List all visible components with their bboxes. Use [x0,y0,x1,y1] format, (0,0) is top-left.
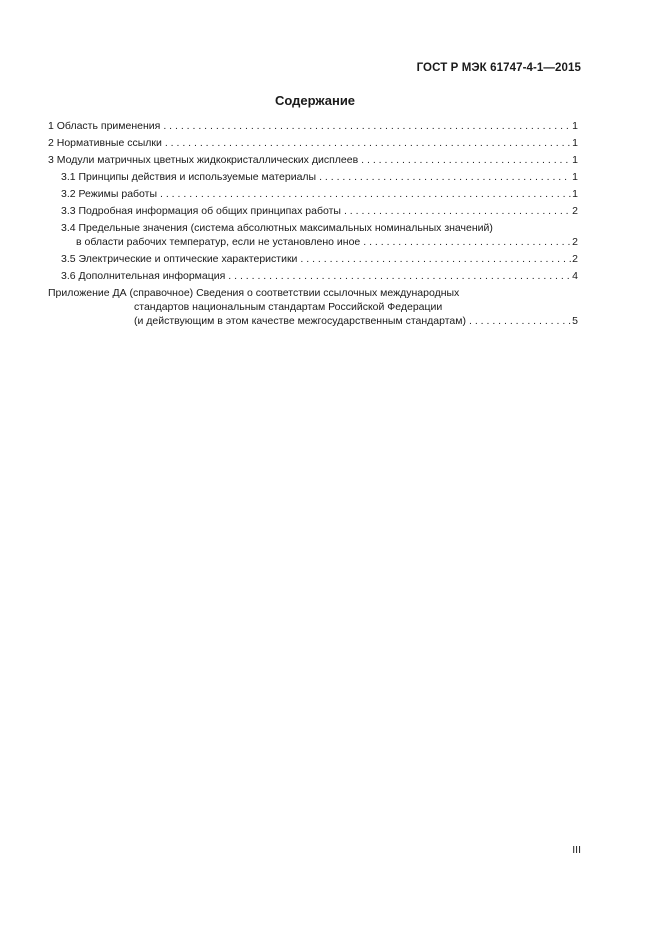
toc-entry-3[interactable] [48,153,578,167]
leader-dots [165,136,571,150]
leader-dots [469,314,571,328]
toc-entry-page: 4 [572,270,578,282]
leader-dots [160,187,571,201]
toc-entry-text: 1 Область применения [48,120,161,132]
document-code: ГОСТ Р МЭК 61747-4-1—2015 [416,62,581,74]
toc-entry-page: 1 [572,120,578,132]
toc-entry-text: 3.1 Принципы действия и используемые материалы [61,171,317,183]
toc-entry-1[interactable] [48,119,578,133]
toc-entry-3-4[interactable] [48,221,578,249]
toc-entry-text: 3.6 Дополнительная информация [61,270,226,282]
leader-dots [163,119,571,133]
toc-entry-page: 1 [572,154,578,166]
toc-entry-text-continued: в области рабочих температур, если не установлено иное [76,236,361,248]
toc-entry-text: 3.5 Электрические и оптические характеристики [61,253,298,265]
toc-entry-page: 2 [572,205,578,217]
toc-entry-text-continued: стандартов национальным стандартам Российской Федерации [134,301,443,313]
toc-entry-page: 1 [572,188,578,200]
toc-entry-text: Приложение ДА (справочное) Сведения о соответствии ссылочных международных [48,287,460,299]
leader-dots [344,204,571,218]
toc-entry-3-1[interactable] [48,170,578,184]
page-number: III [572,844,581,856]
leader-dots [361,153,571,167]
toc-entry-text: 3 Модули матричных цветных жидкокристаллических дисплеев [48,154,359,166]
toc-entry-text: 2 Нормативные ссылки [48,137,162,149]
toc-entry-page: 2 [572,236,578,248]
leader-dots [319,170,571,184]
leader-dots [363,235,571,249]
toc-entry-text: 3.3 Подробная информация об общих принципах работы [61,205,341,217]
toc-entry-page: 5 [572,315,578,327]
toc-entry-3-6[interactable] [48,269,578,283]
toc-entry-3-3[interactable] [48,204,578,218]
toc-entry-text: 3.4 Предельные значения (система абсолютных максимальных номинальных значений) [61,222,493,234]
toc-entry-page: 1 [572,171,578,183]
table-of-contents [48,119,578,331]
toc-entry-2[interactable] [48,136,578,150]
toc-entry-3-2[interactable] [48,187,578,201]
toc-entry-3-5[interactable] [48,252,578,266]
toc-entry-page: 1 [572,137,578,149]
toc-entry-text-continued: (и действующим в этом качестве межгосударственным стандартам) [134,315,466,327]
toc-entry-text: 3.2 Режимы работы [61,188,158,200]
toc-entry-appendix-da[interactable] [48,286,578,328]
leader-dots [300,252,571,266]
leader-dots [228,269,571,283]
toc-title: Содержание [274,93,356,108]
toc-entry-page: 2 [572,253,578,265]
